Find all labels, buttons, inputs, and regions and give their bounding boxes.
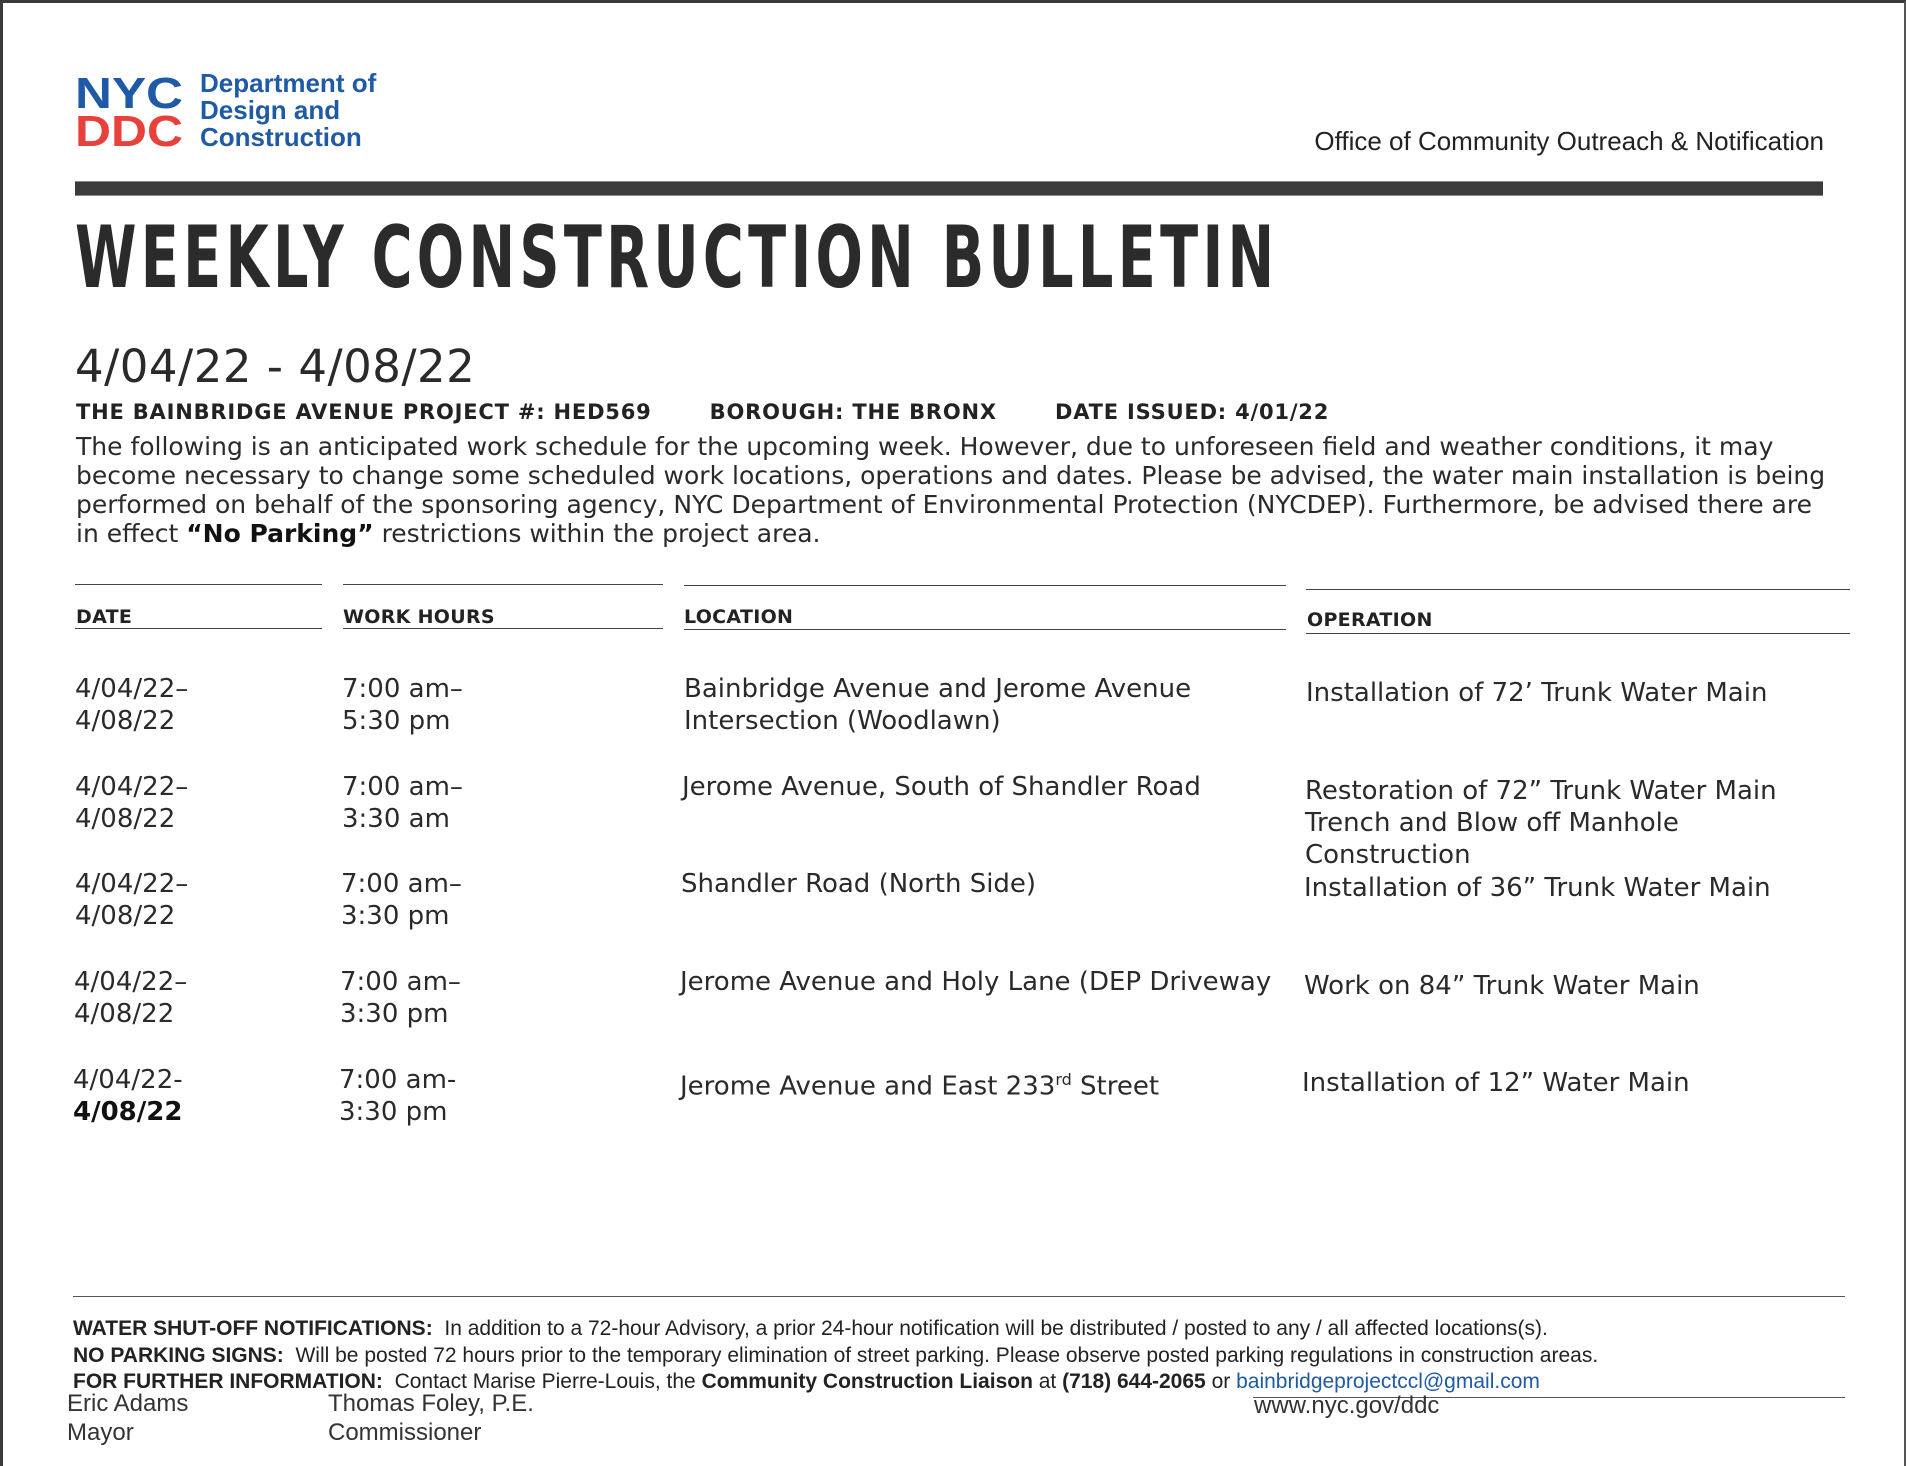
row-4-hours	[340, 966, 461, 1030]
hours-end: 3:30 pm	[339, 1097, 448, 1127]
commissioner-signature	[328, 1389, 534, 1447]
date-end: 4/08/22	[75, 706, 176, 736]
contact-email-link[interactable]: bainbridgeprojectccl@gmail.com	[1236, 1370, 1540, 1393]
hours-end: 5:30 pm	[342, 706, 451, 736]
row-5-hours	[339, 1064, 456, 1128]
column-header-operation: OPERATION	[1307, 609, 1433, 631]
row-1-location: Bainbridge Avenue and Jerome Avenue Intersection (Woodlawn)	[684, 674, 1192, 736]
row-2-date	[75, 771, 188, 835]
logo-nyc: NYC	[75, 72, 183, 118]
header-top-rule	[684, 585, 1286, 586]
header-top-rule	[75, 584, 322, 585]
column-header-work-hours: WORK HOURS	[343, 606, 495, 628]
date-end: 4/08/22	[75, 901, 176, 931]
date-end: 4/08/22	[74, 999, 175, 1029]
footer-rule	[73, 1296, 1845, 1297]
header-bottom-rule	[75, 628, 322, 629]
commissioner-name: Thomas Foley, P.E.	[328, 1390, 534, 1417]
date-start: 4/04/22–	[75, 772, 189, 802]
intro-tail: restrictions within the project area.	[373, 519, 821, 548]
office-name: Office of Community Outreach & Notification	[1314, 126, 1824, 156]
row-4-operation: Work on 84” Trunk Water Main	[1304, 971, 1700, 1001]
commissioner-title: Commissioner	[328, 1419, 482, 1446]
info-at: at	[1038, 1370, 1057, 1393]
row-1-operation: Installation of 72’ Trunk Water Main	[1306, 678, 1768, 708]
date-issued: DATE ISSUED: 4/01/22	[1055, 400, 1330, 424]
row-3-operation: Installation of 36” Trunk Water Main	[1304, 873, 1771, 903]
row-2-operation: Restoration of 72” Trunk Water Main Trench and Blow off Manhole Construction	[1305, 776, 1777, 870]
bulletin-title: WEEKLY CONSTRUCTION BULLETIN	[75, 208, 1279, 308]
hours-end: 3:30 pm	[341, 901, 450, 931]
date-start: 4/04/22–	[75, 674, 189, 704]
row-2-location: Jerome Avenue, South of Shandler Road	[682, 772, 1201, 802]
row-4-date	[74, 966, 187, 1030]
header-bottom-rule	[343, 628, 663, 629]
row-3-hours	[341, 868, 462, 932]
header-bottom-rule	[1306, 633, 1850, 634]
row-4-location: Jerome Avenue and Holy Lane (DEP Driveway	[680, 967, 1272, 997]
row-5-operation: Installation of 12” Water Main	[1302, 1068, 1690, 1098]
project-number: THE BAINBRIDGE AVENUE PROJECT #: HED569	[76, 400, 652, 424]
header-rule	[75, 181, 1823, 196]
website-link[interactable]: www.nyc.gov/ddc	[1254, 1392, 1440, 1419]
location-superscript: rd	[1055, 1070, 1072, 1089]
nyc-ddc-logo	[75, 72, 185, 148]
row-2-hours	[342, 771, 463, 835]
intro-text: The following is an anticipated work schedule for the upcoming week. However, due to unforeseen field and weather conditions, it may become necessary to change some scheduled work locations, operations and dates. Please be advised, the water main installation is being performed on behalf of the sponsoring agency, NYC Department of Environmental Protection (NYCDEP). Furthermore, be advised there are in effect	[76, 432, 1826, 548]
parking-text: Will be posted 72 hours prior to the temporary elimination of street parking. Please observe posted parking regulations in construction areas.	[295, 1344, 1599, 1367]
mayor-title: Mayor	[67, 1419, 134, 1446]
header-top-rule	[1306, 589, 1850, 590]
date-start: 4/04/22–	[75, 869, 189, 899]
date-end: 4/08/22	[73, 1097, 183, 1127]
mayor-name: Eric Adams	[67, 1390, 189, 1417]
info-label: FOR FURTHER INFORMATION:	[73, 1370, 383, 1393]
info-phone: (718) 644-2065	[1062, 1370, 1206, 1393]
intro-paragraph	[76, 432, 1836, 548]
date-end: 4/08/22	[75, 804, 176, 834]
hours-start: 7:00 am–	[341, 869, 462, 899]
mayor-signature	[67, 1389, 188, 1447]
intro-bold: “No Parking”	[186, 519, 374, 548]
column-header-location: LOCATION	[684, 606, 794, 628]
row-1-date	[75, 673, 188, 737]
hours-end: 3:30 pm	[340, 999, 449, 1029]
date-start: 4/04/22-	[73, 1065, 183, 1095]
no-parking-note	[73, 1344, 1598, 1368]
water-shutoff-note	[73, 1317, 1548, 1341]
header-bottom-rule	[684, 629, 1286, 630]
date-range: 4/04/22 - 4/08/22	[75, 340, 476, 393]
hours-start: 7:00 am-	[339, 1065, 457, 1095]
row-3-location: Shandler Road (North Side)	[681, 869, 1037, 899]
column-header-date: DATE	[76, 606, 133, 628]
info-or: or	[1211, 1370, 1231, 1393]
hours-end: 3:30 am	[342, 804, 450, 834]
logo-ddc: DDC	[75, 107, 183, 148]
row-3-date	[75, 868, 188, 932]
row-1-hours	[342, 673, 463, 737]
parking-label: NO PARKING SIGNS:	[73, 1344, 284, 1367]
agency-name-line: Construction	[200, 122, 362, 152]
project-meta	[76, 400, 1379, 424]
info-bold: Community Construction Liaison	[701, 1370, 1033, 1393]
agency-name-line: Department of	[200, 68, 377, 98]
row-5-location	[680, 1064, 1280, 1103]
header-top-rule	[343, 584, 663, 585]
row-5-date	[73, 1064, 183, 1128]
info-pre: Contact Marise Pierre-Louis, the	[394, 1370, 696, 1393]
hours-start: 7:00 am–	[342, 772, 463, 802]
agency-name-line: Design and	[200, 95, 341, 125]
location-text: Jerome Avenue and East 233	[680, 1071, 1056, 1102]
borough: BOROUGH: THE BRONX	[709, 400, 997, 424]
water-label: WATER SHUT-OFF NOTIFICATIONS:	[73, 1317, 433, 1340]
agency-name	[200, 70, 376, 151]
hours-start: 7:00 am–	[340, 967, 461, 997]
location-text-tail: Street	[1071, 1071, 1160, 1102]
water-text: In addition to a 72-hour Advisory, a prior 24-hour notification will be distributed / posted to any / all affected locations(s).	[444, 1317, 1548, 1340]
hours-start: 7:00 am–	[342, 674, 463, 704]
date-start: 4/04/22–	[74, 967, 188, 997]
